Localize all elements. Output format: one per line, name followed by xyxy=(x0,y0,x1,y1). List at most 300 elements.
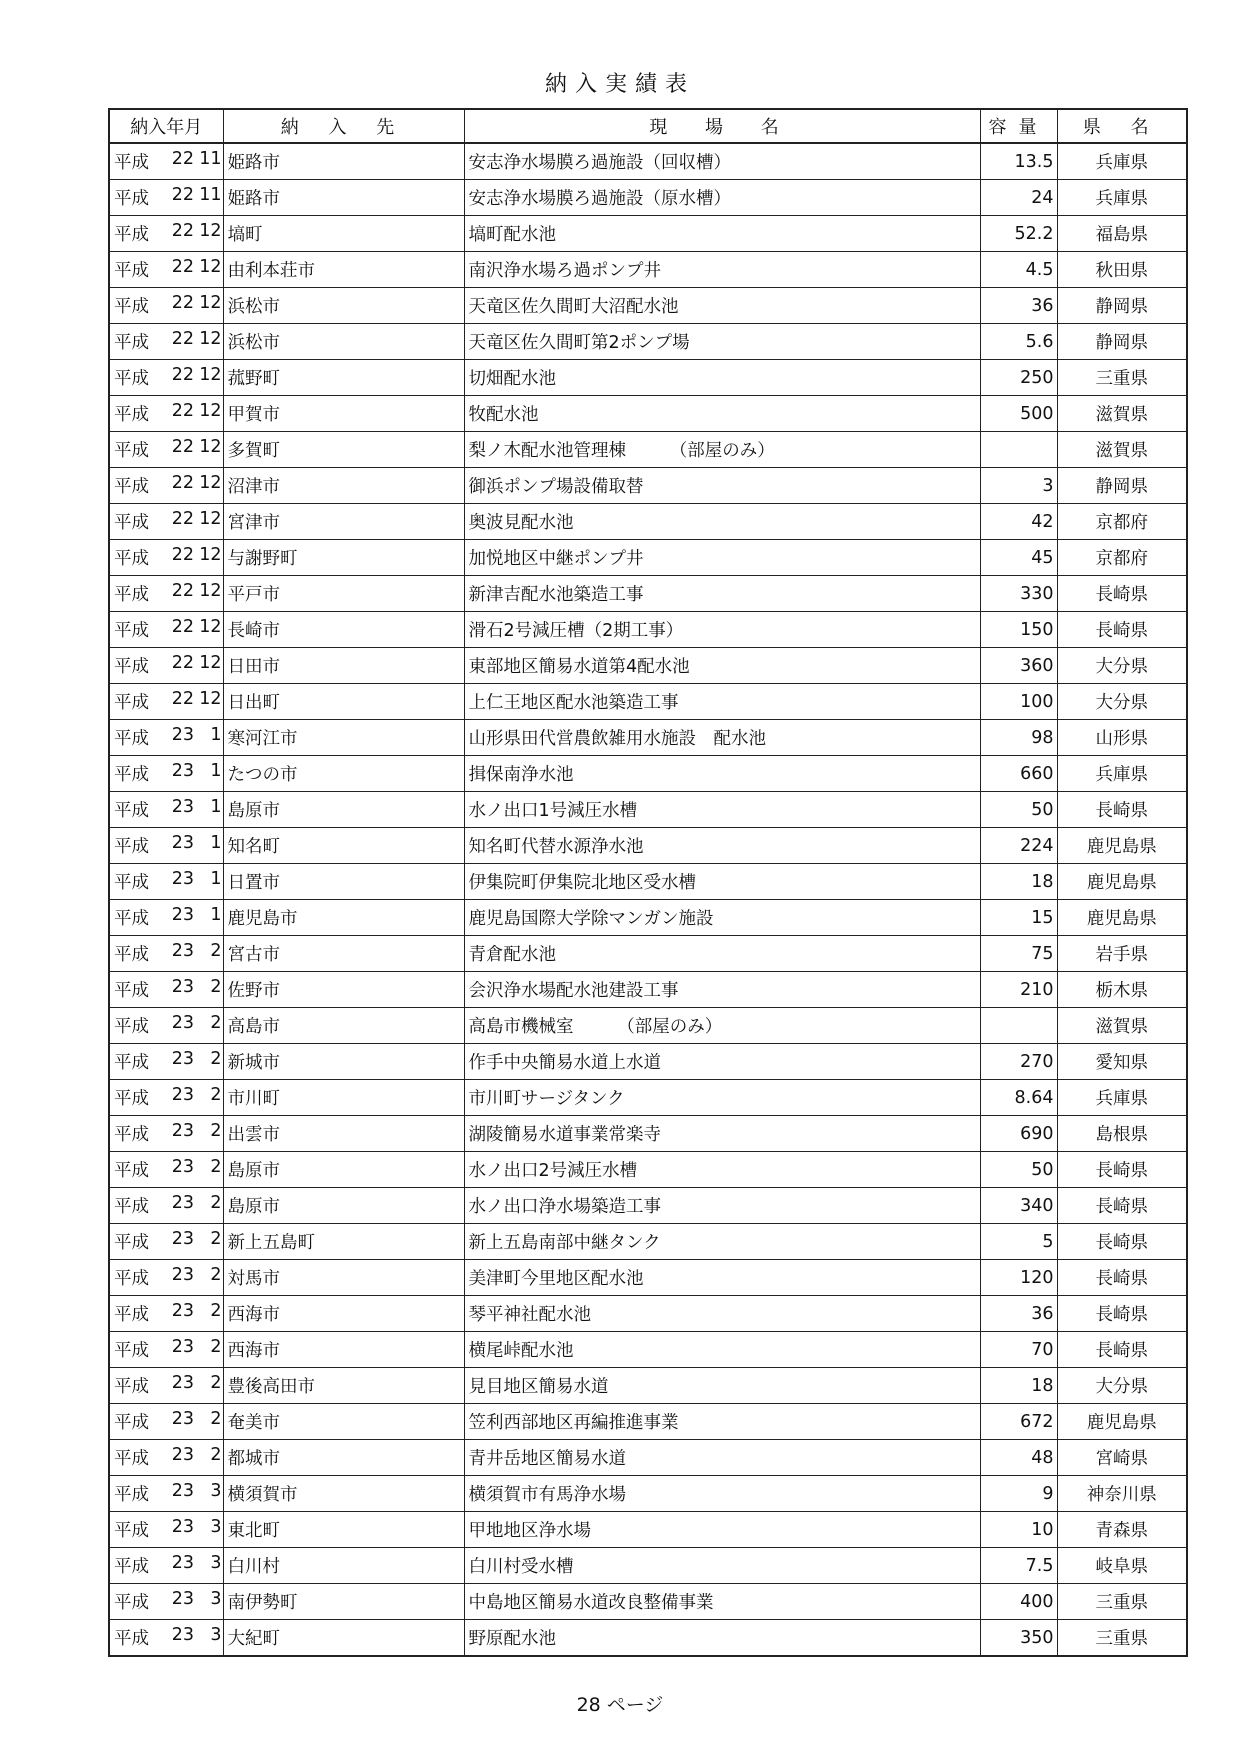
cell-capacity: 120 xyxy=(980,1260,1057,1296)
date-month: 12 xyxy=(199,689,222,709)
date-month: 1 xyxy=(210,905,222,925)
cell-prefecture: 青森県 xyxy=(1057,1512,1187,1548)
header-destination: 納 入 先 xyxy=(223,109,464,143)
cell-site-name: 会沢浄水場配水池建設工事 xyxy=(464,972,980,1008)
cell-prefecture: 滋賀県 xyxy=(1057,1008,1187,1044)
cell-prefecture: 長崎県 xyxy=(1057,612,1187,648)
table-row xyxy=(109,828,1187,864)
table-row xyxy=(109,1368,1187,1404)
date-year: 23 xyxy=(171,1157,194,1177)
date-era: 平成 xyxy=(114,1017,149,1037)
date-year: 23 xyxy=(171,833,194,853)
date-era: 平成 xyxy=(114,1449,149,1469)
cell-delivery-date xyxy=(109,468,223,504)
date-year: 23 xyxy=(171,869,194,889)
table-row xyxy=(109,1188,1187,1224)
date-era: 平成 xyxy=(114,333,149,353)
date-month: 3 xyxy=(210,1625,222,1645)
cell-prefecture: 鹿児島県 xyxy=(1057,900,1187,936)
cell-delivery-date xyxy=(109,1260,223,1296)
cell-capacity: 100 xyxy=(980,684,1057,720)
date-era: 平成 xyxy=(114,1197,149,1217)
cell-prefecture: 京都府 xyxy=(1057,540,1187,576)
cell-capacity: 50 xyxy=(980,1152,1057,1188)
date-month: 12 xyxy=(199,221,222,241)
date-month: 12 xyxy=(199,257,222,277)
cell-delivery-date xyxy=(109,972,223,1008)
cell-prefecture: 宮崎県 xyxy=(1057,1440,1187,1476)
date-year: 23 xyxy=(171,1409,194,1429)
cell-destination: 新上五島町 xyxy=(223,1224,464,1260)
date-year: 22 xyxy=(171,365,194,385)
table-row xyxy=(109,1476,1187,1512)
cell-delivery-date xyxy=(109,684,223,720)
cell-site-name: 鹿児島国際大学除マンガン施設 xyxy=(464,900,980,936)
cell-site-name: 青倉配水池 xyxy=(464,936,980,972)
header-row xyxy=(109,109,1187,143)
cell-delivery-date xyxy=(109,900,223,936)
cell-destination: 西海市 xyxy=(223,1296,464,1332)
cell-destination: たつの市 xyxy=(223,756,464,792)
table-row xyxy=(109,792,1187,828)
table-row xyxy=(109,288,1187,324)
date-month: 2 xyxy=(210,1373,222,1393)
page-number: 28 ページ xyxy=(576,1694,664,1716)
cell-destination: 市川町 xyxy=(223,1080,464,1116)
header-capacity: 容量 xyxy=(980,109,1057,143)
cell-site-name: 山形県田代営農飲雑用水施設 配水池 xyxy=(464,720,980,756)
cell-destination: 日置市 xyxy=(223,864,464,900)
cell-delivery-date xyxy=(109,1476,223,1512)
cell-delivery-date xyxy=(109,1152,223,1188)
table-row xyxy=(109,1260,1187,1296)
date-month: 12 xyxy=(199,437,222,457)
cell-destination: 白川村 xyxy=(223,1548,464,1584)
date-era: 平成 xyxy=(114,837,149,857)
date-year: 22 xyxy=(171,401,194,421)
cell-delivery-date xyxy=(109,360,223,396)
cell-site-name: 見目地区簡易水道 xyxy=(464,1368,980,1404)
table-row xyxy=(109,504,1187,540)
date-month: 2 xyxy=(210,1013,222,1033)
date-era: 平成 xyxy=(114,1557,149,1577)
date-era: 平成 xyxy=(114,1521,149,1541)
date-year: 22 xyxy=(171,653,194,673)
date-month: 2 xyxy=(210,1229,222,1249)
page-title: 納入実績表 xyxy=(544,72,695,97)
table-row xyxy=(109,900,1187,936)
cell-site-name: 上仁王地区配水池築造工事 xyxy=(464,684,980,720)
table-row xyxy=(109,1584,1187,1620)
cell-site-name: 作手中央簡易水道上水道 xyxy=(464,1044,980,1080)
cell-prefecture: 滋賀県 xyxy=(1057,432,1187,468)
cell-capacity: 8.64 xyxy=(980,1080,1057,1116)
cell-capacity: 350 xyxy=(980,1620,1057,1657)
cell-destination: 豊後高田市 xyxy=(223,1368,464,1404)
date-era: 平成 xyxy=(114,981,149,1001)
cell-delivery-date xyxy=(109,1080,223,1116)
cell-site-name: 揖保南浄水池 xyxy=(464,756,980,792)
date-year: 22 xyxy=(171,293,194,313)
cell-capacity: 48 xyxy=(980,1440,1057,1476)
cell-capacity: 15 xyxy=(980,900,1057,936)
cell-delivery-date xyxy=(109,864,223,900)
date-month: 1 xyxy=(210,797,222,817)
date-year: 23 xyxy=(171,905,194,925)
cell-capacity: 400 xyxy=(980,1584,1057,1620)
date-era: 平成 xyxy=(114,693,149,713)
date-era: 平成 xyxy=(114,549,149,569)
date-month: 2 xyxy=(210,1337,222,1357)
cell-capacity xyxy=(980,432,1057,468)
cell-prefecture: 滋賀県 xyxy=(1057,396,1187,432)
cell-destination: 多賀町 xyxy=(223,432,464,468)
cell-prefecture: 山形県 xyxy=(1057,720,1187,756)
cell-delivery-date xyxy=(109,1368,223,1404)
date-year: 23 xyxy=(171,1301,194,1321)
date-month: 2 xyxy=(210,1157,222,1177)
cell-prefecture: 長崎県 xyxy=(1057,1296,1187,1332)
cell-destination: 浜松市 xyxy=(223,324,464,360)
cell-prefecture: 静岡県 xyxy=(1057,324,1187,360)
cell-prefecture: 三重県 xyxy=(1057,1584,1187,1620)
date-month: 12 xyxy=(199,509,222,529)
date-era: 平成 xyxy=(114,1341,149,1361)
date-era: 平成 xyxy=(114,297,149,317)
cell-prefecture: 長崎県 xyxy=(1057,576,1187,612)
cell-delivery-date xyxy=(109,324,223,360)
cell-delivery-date xyxy=(109,252,223,288)
cell-delivery-date xyxy=(109,1512,223,1548)
cell-site-name: 水ノ出口1号減圧水槽 xyxy=(464,792,980,828)
cell-prefecture: 神奈川県 xyxy=(1057,1476,1187,1512)
cell-prefecture: 岩手県 xyxy=(1057,936,1187,972)
table-row xyxy=(109,216,1187,252)
cell-delivery-date xyxy=(109,756,223,792)
cell-capacity: 250 xyxy=(980,360,1057,396)
date-era: 平成 xyxy=(114,729,149,749)
cell-prefecture: 兵庫県 xyxy=(1057,143,1187,180)
date-era: 平成 xyxy=(114,1125,149,1145)
date-month: 2 xyxy=(210,1121,222,1141)
cell-site-name: 青井岳地区簡易水道 xyxy=(464,1440,980,1476)
cell-site-name: 美津町今里地区配水池 xyxy=(464,1260,980,1296)
cell-site-name: 湖陵簡易水道事業常楽寺 xyxy=(464,1116,980,1152)
date-month: 12 xyxy=(199,653,222,673)
header-prefecture: 県 名 xyxy=(1057,109,1187,143)
date-era: 平成 xyxy=(114,1593,149,1613)
header-site: 現 場 名 xyxy=(464,109,980,143)
cell-destination: 姫路市 xyxy=(223,143,464,180)
cell-destination: 平戸市 xyxy=(223,576,464,612)
date-month: 11 xyxy=(199,149,222,169)
cell-delivery-date xyxy=(109,1188,223,1224)
table-row xyxy=(109,720,1187,756)
table-row xyxy=(109,360,1187,396)
date-month: 12 xyxy=(199,329,222,349)
date-era: 平成 xyxy=(114,909,149,929)
cell-delivery-date xyxy=(109,648,223,684)
cell-site-name: 梨ノ木配水池管理棟 （部屋のみ） xyxy=(464,432,980,468)
date-month: 3 xyxy=(210,1481,222,1501)
cell-destination: 対馬市 xyxy=(223,1260,464,1296)
cell-delivery-date xyxy=(109,540,223,576)
cell-site-name: 高島市機械室 （部屋のみ） xyxy=(464,1008,980,1044)
cell-capacity: 4.5 xyxy=(980,252,1057,288)
date-year: 23 xyxy=(171,1193,194,1213)
table-header xyxy=(109,109,1187,143)
date-year: 22 xyxy=(171,149,194,169)
date-month: 2 xyxy=(210,1409,222,1429)
date-month: 3 xyxy=(210,1589,222,1609)
cell-capacity: 660 xyxy=(980,756,1057,792)
date-year: 22 xyxy=(171,689,194,709)
cell-site-name: 天竜区佐久間町大沼配水池 xyxy=(464,288,980,324)
cell-site-name: 東部地区簡易水道第4配水池 xyxy=(464,648,980,684)
cell-prefecture: 福島県 xyxy=(1057,216,1187,252)
cell-destination: 鹿児島市 xyxy=(223,900,464,936)
cell-capacity: 9 xyxy=(980,1476,1057,1512)
cell-site-name: 知名町代替水源浄水池 xyxy=(464,828,980,864)
cell-prefecture: 鹿児島県 xyxy=(1057,1404,1187,1440)
cell-capacity: 50 xyxy=(980,792,1057,828)
cell-capacity: 210 xyxy=(980,972,1057,1008)
cell-destination: 佐野市 xyxy=(223,972,464,1008)
cell-site-name: 琴平神社配水池 xyxy=(464,1296,980,1332)
cell-delivery-date xyxy=(109,792,223,828)
cell-capacity: 360 xyxy=(980,648,1057,684)
cell-capacity: 42 xyxy=(980,504,1057,540)
table-row xyxy=(109,180,1187,216)
date-month: 1 xyxy=(210,869,222,889)
date-era: 平成 xyxy=(114,585,149,605)
cell-prefecture: 長崎県 xyxy=(1057,1188,1187,1224)
cell-capacity: 500 xyxy=(980,396,1057,432)
cell-capacity xyxy=(980,1008,1057,1044)
cell-delivery-date xyxy=(109,1548,223,1584)
cell-capacity: 18 xyxy=(980,864,1057,900)
date-era: 平成 xyxy=(114,225,149,245)
cell-destination: 塙町 xyxy=(223,216,464,252)
date-month: 2 xyxy=(210,941,222,961)
date-era: 平成 xyxy=(114,189,149,209)
cell-delivery-date xyxy=(109,504,223,540)
cell-destination: 出雲市 xyxy=(223,1116,464,1152)
cell-capacity: 36 xyxy=(980,1296,1057,1332)
date-month: 2 xyxy=(210,1301,222,1321)
cell-site-name: 甲地地区浄水場 xyxy=(464,1512,980,1548)
table-row xyxy=(109,252,1187,288)
date-month: 12 xyxy=(199,581,222,601)
cell-destination: 日出町 xyxy=(223,684,464,720)
table-row xyxy=(109,1044,1187,1080)
date-year: 23 xyxy=(171,1553,194,1573)
cell-capacity: 10 xyxy=(980,1512,1057,1548)
date-month: 2 xyxy=(210,1445,222,1465)
date-year: 23 xyxy=(171,797,194,817)
cell-destination: 日田市 xyxy=(223,648,464,684)
date-month: 3 xyxy=(210,1553,222,1573)
table-row xyxy=(109,1620,1187,1657)
date-year: 23 xyxy=(171,1517,194,1537)
cell-delivery-date xyxy=(109,1044,223,1080)
date-era: 平成 xyxy=(114,1305,149,1325)
header-date: 納入年月 xyxy=(109,109,223,143)
cell-delivery-date xyxy=(109,1008,223,1044)
cell-destination: 与謝野町 xyxy=(223,540,464,576)
date-month: 1 xyxy=(210,833,222,853)
date-month: 3 xyxy=(210,1517,222,1537)
date-month: 12 xyxy=(199,365,222,385)
cell-site-name: 切畑配水池 xyxy=(464,360,980,396)
date-era: 平成 xyxy=(114,1413,149,1433)
table-row xyxy=(109,1116,1187,1152)
cell-delivery-date xyxy=(109,1620,223,1657)
cell-destination: 島原市 xyxy=(223,792,464,828)
cell-prefecture: 大分県 xyxy=(1057,684,1187,720)
date-year: 23 xyxy=(171,1049,194,1069)
table-row xyxy=(109,612,1187,648)
cell-destination: 横須賀市 xyxy=(223,1476,464,1512)
cell-site-name: 白川村受水槽 xyxy=(464,1548,980,1584)
cell-delivery-date xyxy=(109,288,223,324)
cell-site-name: 南沢浄水場ろ過ポンプ井 xyxy=(464,252,980,288)
cell-destination: 寒河江市 xyxy=(223,720,464,756)
cell-capacity: 224 xyxy=(980,828,1057,864)
cell-site-name: 塙町配水池 xyxy=(464,216,980,252)
date-era: 平成 xyxy=(114,945,149,965)
date-year: 22 xyxy=(171,617,194,637)
table-row xyxy=(109,1404,1187,1440)
table-row xyxy=(109,576,1187,612)
cell-destination: 菰野町 xyxy=(223,360,464,396)
date-era: 平成 xyxy=(114,405,149,425)
table-row xyxy=(109,1296,1187,1332)
date-year: 22 xyxy=(171,257,194,277)
date-era: 平成 xyxy=(114,369,149,389)
table-row xyxy=(109,684,1187,720)
date-era: 平成 xyxy=(114,801,149,821)
date-year: 23 xyxy=(171,725,194,745)
cell-site-name: 滑石2号減圧槽（2期工事） xyxy=(464,612,980,648)
cell-capacity: 3 xyxy=(980,468,1057,504)
cell-destination: 島原市 xyxy=(223,1188,464,1224)
table-body xyxy=(109,143,1187,1656)
date-year: 22 xyxy=(171,221,194,241)
cell-capacity: 672 xyxy=(980,1404,1057,1440)
date-month: 1 xyxy=(210,725,222,745)
cell-destination: 南伊勢町 xyxy=(223,1584,464,1620)
cell-site-name: 笠利西部地区再編推進事業 xyxy=(464,1404,980,1440)
cell-delivery-date xyxy=(109,1332,223,1368)
date-month: 2 xyxy=(210,1193,222,1213)
cell-delivery-date xyxy=(109,936,223,972)
table-row xyxy=(109,1512,1187,1548)
date-year: 23 xyxy=(171,1481,194,1501)
cell-destination: 宮古市 xyxy=(223,936,464,972)
cell-capacity: 7.5 xyxy=(980,1548,1057,1584)
date-month: 2 xyxy=(210,1085,222,1105)
cell-site-name: 水ノ出口2号減圧水槽 xyxy=(464,1152,980,1188)
cell-destination: 新城市 xyxy=(223,1044,464,1080)
cell-delivery-date xyxy=(109,1116,223,1152)
date-era: 平成 xyxy=(114,1053,149,1073)
date-year: 22 xyxy=(171,185,194,205)
cell-capacity: 13.5 xyxy=(980,143,1057,180)
date-month: 1 xyxy=(210,761,222,781)
cell-destination: 宮津市 xyxy=(223,504,464,540)
table-row xyxy=(109,432,1187,468)
date-year: 22 xyxy=(171,581,194,601)
date-month: 2 xyxy=(210,977,222,997)
cell-capacity: 150 xyxy=(980,612,1057,648)
date-year: 23 xyxy=(171,1265,194,1285)
cell-capacity: 45 xyxy=(980,540,1057,576)
date-month: 12 xyxy=(199,617,222,637)
cell-prefecture: 兵庫県 xyxy=(1057,1080,1187,1116)
cell-capacity: 690 xyxy=(980,1116,1057,1152)
cell-site-name: 中島地区簡易水道改良整備事業 xyxy=(464,1584,980,1620)
cell-delivery-date xyxy=(109,396,223,432)
cell-destination: 由利本荘市 xyxy=(223,252,464,288)
date-year: 23 xyxy=(171,761,194,781)
cell-delivery-date xyxy=(109,143,223,180)
cell-prefecture: 長崎県 xyxy=(1057,1332,1187,1368)
cell-prefecture: 長崎県 xyxy=(1057,1224,1187,1260)
cell-destination: 姫路市 xyxy=(223,180,464,216)
cell-delivery-date xyxy=(109,828,223,864)
cell-destination: 大紀町 xyxy=(223,1620,464,1657)
cell-destination: 沼津市 xyxy=(223,468,464,504)
date-year: 23 xyxy=(171,1085,194,1105)
cell-site-name: 伊集院町伊集院北地区受水槽 xyxy=(464,864,980,900)
cell-delivery-date xyxy=(109,1224,223,1260)
date-era: 平成 xyxy=(114,441,149,461)
cell-destination: 西海市 xyxy=(223,1332,464,1368)
cell-capacity: 5.6 xyxy=(980,324,1057,360)
cell-prefecture: 島根県 xyxy=(1057,1116,1187,1152)
cell-delivery-date xyxy=(109,432,223,468)
date-year: 23 xyxy=(171,1121,194,1141)
cell-prefecture: 兵庫県 xyxy=(1057,180,1187,216)
cell-destination: 東北町 xyxy=(223,1512,464,1548)
cell-capacity: 5 xyxy=(980,1224,1057,1260)
cell-site-name: 牧配水池 xyxy=(464,396,980,432)
cell-prefecture: 兵庫県 xyxy=(1057,756,1187,792)
table-row xyxy=(109,1440,1187,1476)
table-row xyxy=(109,324,1187,360)
date-year: 23 xyxy=(171,1337,194,1357)
date-era: 平成 xyxy=(114,1089,149,1109)
date-year: 22 xyxy=(171,437,194,457)
date-era: 平成 xyxy=(114,1161,149,1181)
cell-delivery-date xyxy=(109,1404,223,1440)
table-row xyxy=(109,756,1187,792)
table-row xyxy=(109,468,1187,504)
cell-destination: 奄美市 xyxy=(223,1404,464,1440)
date-year: 23 xyxy=(171,977,194,997)
cell-site-name: 加悦地区中継ポンプ井 xyxy=(464,540,980,576)
cell-prefecture: 長崎県 xyxy=(1057,1260,1187,1296)
date-era: 平成 xyxy=(114,621,149,641)
date-year: 22 xyxy=(171,329,194,349)
cell-capacity: 24 xyxy=(980,180,1057,216)
cell-prefecture: 三重県 xyxy=(1057,360,1187,396)
cell-prefecture: 静岡県 xyxy=(1057,468,1187,504)
cell-capacity: 340 xyxy=(980,1188,1057,1224)
cell-delivery-date xyxy=(109,612,223,648)
cell-prefecture: 京都府 xyxy=(1057,504,1187,540)
